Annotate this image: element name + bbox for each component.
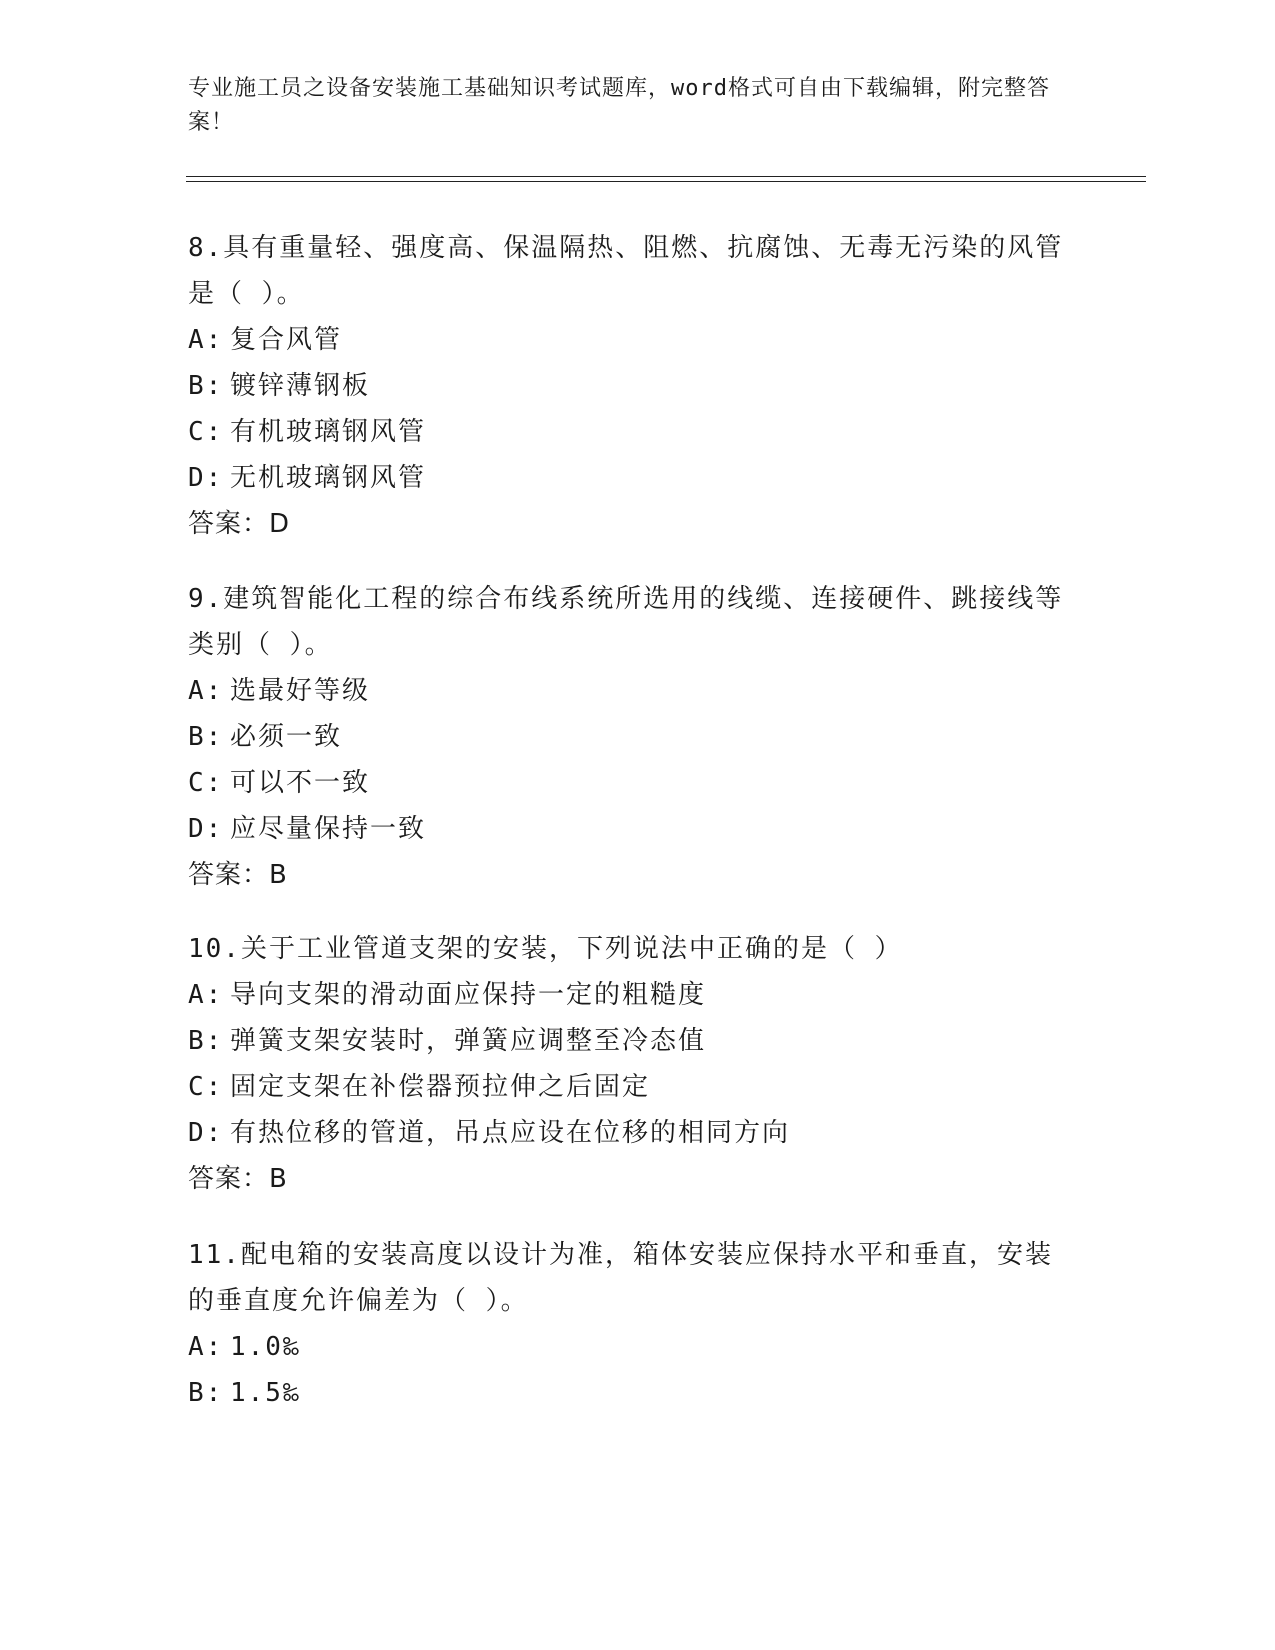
option-c bbox=[188, 409, 1068, 455]
option-text: 复合风管 bbox=[230, 325, 343, 355]
question-text: 10.关于工业管道支架的安装，下列说法中正确的是（ ） bbox=[188, 934, 903, 964]
document-header: 专业施工员之设备安装施工基础知识考试题库，word格式可自由下载编辑，附完整答案！ bbox=[188, 76, 1050, 135]
option-d bbox=[188, 806, 1068, 852]
option-letter: D: bbox=[188, 814, 224, 844]
option-letter: D: bbox=[188, 1118, 224, 1148]
answer-label: 答案：B bbox=[188, 860, 288, 890]
option-letter: A: bbox=[188, 325, 224, 355]
question-9 bbox=[188, 576, 1068, 898]
option-letter: B: bbox=[188, 371, 224, 401]
option-a bbox=[188, 668, 1068, 714]
option-text: 有机玻璃钢风管 bbox=[230, 417, 427, 447]
option-b bbox=[188, 1370, 1068, 1416]
answer-label: 答案：D bbox=[188, 509, 291, 539]
option-c bbox=[188, 760, 1068, 806]
option-text: 必须一致 bbox=[230, 722, 343, 752]
option-letter: A: bbox=[188, 1332, 224, 1362]
answer-label: 答案：B bbox=[188, 1164, 288, 1194]
option-text: 导向支架的滑动面应保持一定的粗糙度 bbox=[230, 980, 707, 1010]
option-letter: C: bbox=[188, 1072, 224, 1102]
option-b bbox=[188, 363, 1068, 409]
option-text: 弹簧支架安装时，弹簧应调整至冷态值 bbox=[230, 1026, 707, 1056]
option-d bbox=[188, 455, 1068, 501]
option-text: 1.0‰ bbox=[230, 1332, 301, 1362]
option-a bbox=[188, 317, 1068, 363]
option-text: 固定支架在补偿器预拉伸之后固定 bbox=[230, 1072, 651, 1102]
option-a bbox=[188, 1324, 1068, 1370]
option-text: 无机玻璃钢风管 bbox=[230, 463, 427, 493]
option-letter: C: bbox=[188, 417, 224, 447]
option-b bbox=[188, 714, 1068, 760]
option-c bbox=[188, 1064, 1068, 1110]
option-text: 镀锌薄钢板 bbox=[230, 371, 371, 401]
option-text: 可以不一致 bbox=[230, 768, 371, 798]
question-text: 9.建筑智能化工程的综合布线系统所选用的线缆、连接硬件、跳接线等类别（ ）。 bbox=[188, 584, 1064, 660]
question-10 bbox=[188, 926, 1068, 1202]
option-b bbox=[188, 1018, 1068, 1064]
option-letter: B: bbox=[188, 722, 224, 752]
question-8 bbox=[188, 225, 1068, 547]
question-text: 11.配电箱的安装高度以设计为准，箱体安装应保持水平和垂直，安装的垂直度允许偏差为（ ）。 bbox=[188, 1240, 1053, 1316]
question-text: 8.具有重量轻、强度高、保温隔热、阻燃、抗腐蚀、无毒无污染的风管是（ ）。 bbox=[188, 233, 1064, 309]
option-letter: B: bbox=[188, 1378, 224, 1408]
option-letter: A: bbox=[188, 980, 224, 1010]
option-letter: A: bbox=[188, 676, 224, 706]
header-divider-top bbox=[186, 176, 1146, 177]
option-text: 选最好等级 bbox=[230, 676, 371, 706]
option-text: 1.5‰ bbox=[230, 1378, 301, 1408]
option-letter: B: bbox=[188, 1026, 224, 1056]
option-letter: C: bbox=[188, 768, 224, 798]
question-11 bbox=[188, 1232, 1068, 1416]
option-letter: D: bbox=[188, 463, 224, 493]
option-text: 应尽量保持一致 bbox=[230, 814, 427, 844]
option-a bbox=[188, 972, 1068, 1018]
option-text: 有热位移的管道，吊点应设在位移的相同方向 bbox=[230, 1118, 791, 1148]
option-d bbox=[188, 1110, 1068, 1156]
header-divider-bottom bbox=[186, 181, 1146, 182]
